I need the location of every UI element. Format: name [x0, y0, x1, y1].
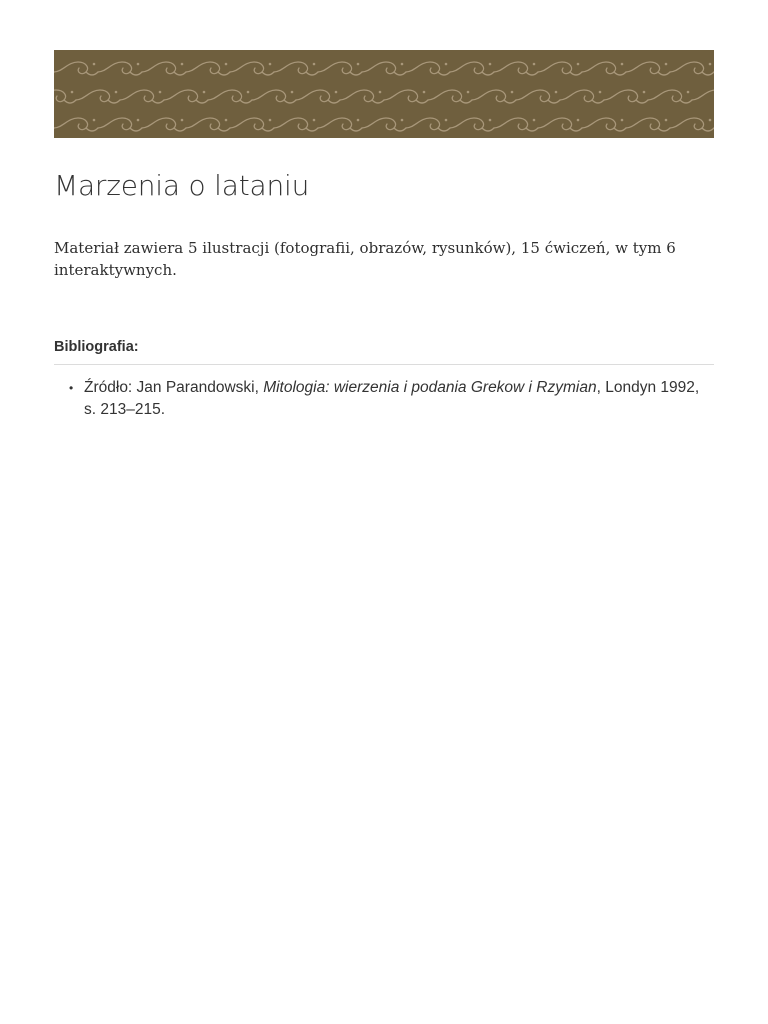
wave-dot	[181, 63, 184, 66]
page-title: Marzenia o lataniu	[54, 169, 310, 202]
wave-scroll	[648, 90, 692, 103]
wave-scroll	[560, 90, 604, 103]
wave-pattern-ornament	[54, 50, 714, 138]
wave-scroll	[670, 118, 714, 131]
wave-scroll	[472, 90, 516, 103]
wave-dot	[643, 91, 646, 94]
bibliography-item-source: Źródło: Jan Parandowski,	[84, 379, 264, 396]
bibliography-item-details: , Londyn 1992, s. 213–215.	[84, 379, 700, 418]
wave-scroll	[164, 90, 208, 103]
wave-scroll	[626, 62, 670, 75]
wave-dot	[357, 63, 360, 66]
wave-scroll	[252, 90, 296, 103]
wave-dot	[93, 119, 96, 122]
wave-scroll	[54, 118, 98, 131]
wave-scroll	[98, 118, 142, 131]
bibliography-heading: Bibliografia:	[54, 339, 139, 355]
wave-dot	[159, 91, 162, 94]
wave-scroll	[274, 62, 318, 75]
wave-scroll	[604, 90, 648, 103]
wave-dot	[665, 119, 668, 122]
wave-dot	[335, 91, 338, 94]
wave-scroll	[186, 62, 230, 75]
wave-scroll	[76, 90, 120, 103]
wave-dot	[71, 91, 74, 94]
wave-dot	[137, 63, 140, 66]
wave-dot	[621, 119, 624, 122]
wave-dot	[709, 63, 712, 66]
wave-scroll	[626, 118, 670, 131]
wave-dot	[533, 63, 536, 66]
wave-scroll	[516, 90, 560, 103]
wave-scroll	[318, 62, 362, 75]
wave-scroll	[208, 90, 252, 103]
wave-dot	[511, 91, 514, 94]
wave-scroll	[362, 62, 406, 75]
wave-scroll	[406, 62, 450, 75]
wave-scroll	[98, 62, 142, 75]
wave-scroll	[384, 90, 428, 103]
wave-dot	[445, 63, 448, 66]
wave-dot	[247, 91, 250, 94]
wave-dot	[379, 91, 382, 94]
wave-scroll	[186, 118, 230, 131]
wave-scroll	[670, 62, 714, 75]
wave-scroll	[142, 118, 186, 131]
wave-scroll	[230, 62, 274, 75]
bibliography-item	[54, 377, 714, 421]
wave-scroll	[54, 62, 98, 75]
wave-scroll	[450, 118, 494, 131]
wave-scroll	[692, 90, 714, 103]
wave-scroll	[230, 118, 274, 131]
wave-dot	[489, 119, 492, 122]
wave-dot	[621, 63, 624, 66]
wave-scroll	[450, 62, 494, 75]
bibliography-list	[54, 377, 714, 421]
wave-dot	[203, 91, 206, 94]
wave-scroll	[582, 118, 626, 131]
wave-dot	[313, 63, 316, 66]
wave-dot	[555, 91, 558, 94]
wave-dot	[577, 119, 580, 122]
wave-dot	[225, 63, 228, 66]
wave-dot	[445, 119, 448, 122]
wave-dot	[401, 119, 404, 122]
wave-scroll	[406, 118, 450, 131]
wave-scroll	[428, 90, 472, 103]
wave-scroll	[318, 118, 362, 131]
bibliography-divider	[54, 364, 714, 365]
wave-dot	[115, 91, 118, 94]
wave-dot	[93, 63, 96, 66]
wave-dot	[357, 119, 360, 122]
wave-scroll	[362, 118, 406, 131]
wave-dot	[489, 63, 492, 66]
wave-dot	[599, 91, 602, 94]
wave-dot	[665, 63, 668, 66]
wave-dot	[467, 91, 470, 94]
wave-scroll	[494, 62, 538, 75]
wave-scroll	[494, 118, 538, 131]
wave-dot	[181, 119, 184, 122]
wave-scroll	[142, 62, 186, 75]
wave-scroll	[340, 90, 384, 103]
bullet-icon: •	[69, 381, 74, 395]
wave-scroll	[538, 118, 582, 131]
wave-dot	[269, 119, 272, 122]
decorative-banner	[54, 50, 714, 138]
wave-scroll	[582, 62, 626, 75]
wave-dot	[401, 63, 404, 66]
wave-scroll	[538, 62, 582, 75]
wave-dot	[225, 119, 228, 122]
wave-scroll	[120, 90, 164, 103]
material-description: Materiał zawiera 5 ilustracji (fotografii, obrazów, rysunków), 15 ćwiczeń, w tym 6 interaktywnych.	[54, 239, 676, 279]
wave-dot	[291, 91, 294, 94]
wave-dot	[313, 119, 316, 122]
wave-dot	[533, 119, 536, 122]
bibliography-item-title: Mitologia: wierzenia i podania Grekow i Rzymian	[263, 379, 597, 396]
wave-dot	[269, 63, 272, 66]
wave-dot	[423, 91, 426, 94]
wave-dot	[709, 119, 712, 122]
wave-dot	[577, 63, 580, 66]
wave-dot	[687, 91, 690, 94]
wave-scroll	[274, 118, 318, 131]
wave-dot	[137, 119, 140, 122]
wave-scroll	[296, 90, 340, 103]
